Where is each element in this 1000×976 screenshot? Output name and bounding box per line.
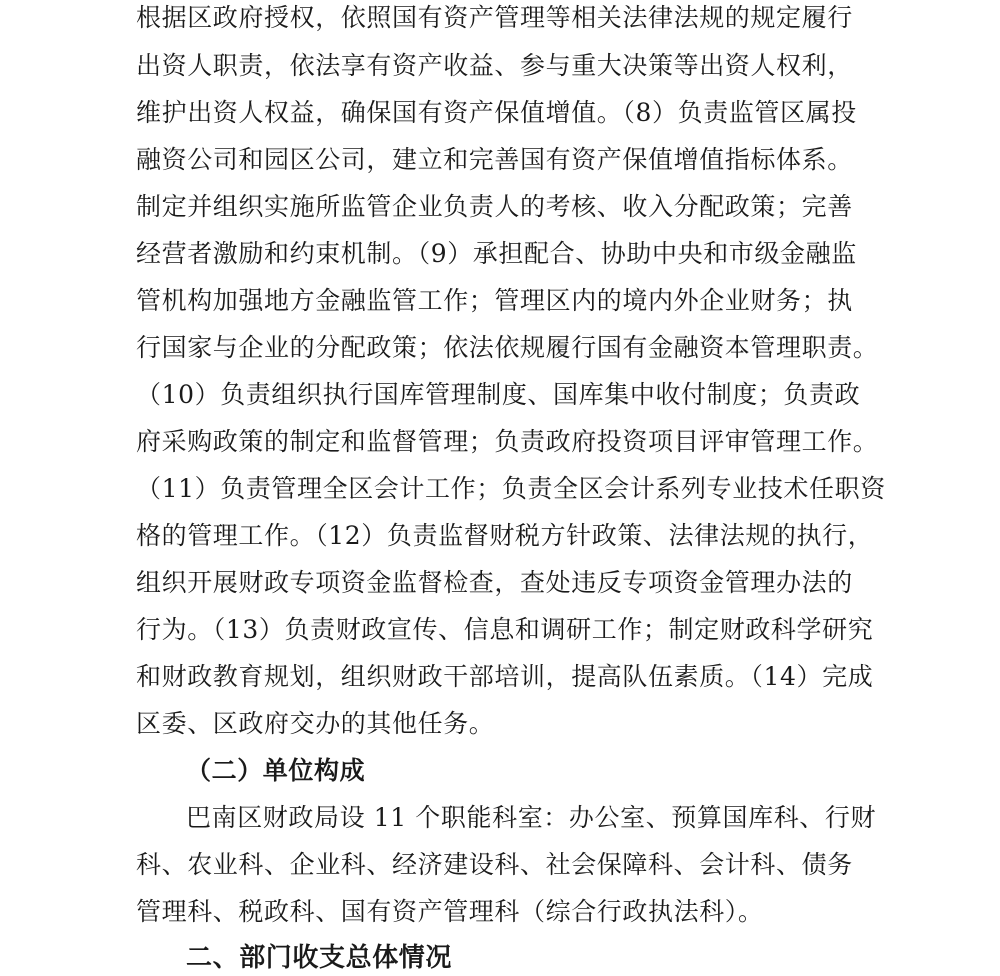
subsection-heading: （二）单位构成 — [186, 756, 366, 785]
body-line: 经营者激励和约束机制。（9）承担配合、协助中央和市级金融监 — [136, 239, 857, 268]
composition-line: 巴南区财政局设 11 个职能科室：办公室、预算国库科、行财 — [186, 803, 877, 832]
composition-line: 管理科、税政科、国有资产管理科（综合行政执法科）。 — [136, 897, 764, 926]
body-line: 行为。（13）负责财政宣传、信息和调研工作；制定财政科学研究 — [136, 615, 874, 644]
body-line: 府采购政策的制定和监督管理；负责政府投资项目评审管理工作。 — [136, 427, 879, 456]
body-line: （10）负责组织执行国库管理制度、国库集中收付制度；负责政 — [136, 380, 861, 409]
body-line: 格的管理工作。（12）负责监督财税方针政策、法律法规的执行， — [136, 521, 874, 550]
body-line: 维护出资人权益，确保国有资产保值增值。（8）负责监管区属投 — [136, 98, 857, 127]
section-heading: 二、部门收支总体情况 — [186, 943, 453, 973]
body-line: 区委、区政府交办的其他任务。 — [136, 709, 495, 738]
body-line: 和财政教育规划，组织财政干部培训，提高队伍素质。（14）完成 — [136, 662, 874, 691]
composition-line: 科、农业科、企业科、经济建设科、社会保障科、会计科、债务 — [136, 850, 853, 879]
body-line: （11）负责管理全区会计工作；负责全区会计系列专业技术任职资 — [136, 474, 886, 503]
body-line: 根据区政府授权，依照国有资产管理等相关法律法规的规定履行 — [136, 3, 853, 32]
body-line: 制定并组织实施所监管企业负责人的考核、收入分配政策；完善 — [136, 192, 853, 221]
body-line: 组织开展财政专项资金监督检查，查处违反专项资金管理办法的 — [136, 568, 853, 597]
body-line: 出资人职责，依法享有资产收益、参与重大决策等出资人权利， — [136, 51, 853, 80]
body-line: 行国家与企业的分配政策；依法依规履行国有金融资本管理职责。 — [136, 333, 879, 362]
body-line: 管机构加强地方金融监管工作；管理区内的境内外企业财务；执 — [136, 286, 853, 315]
body-line: 融资公司和园区公司，建立和完善国有资产保值增值指标体系。 — [136, 145, 853, 174]
